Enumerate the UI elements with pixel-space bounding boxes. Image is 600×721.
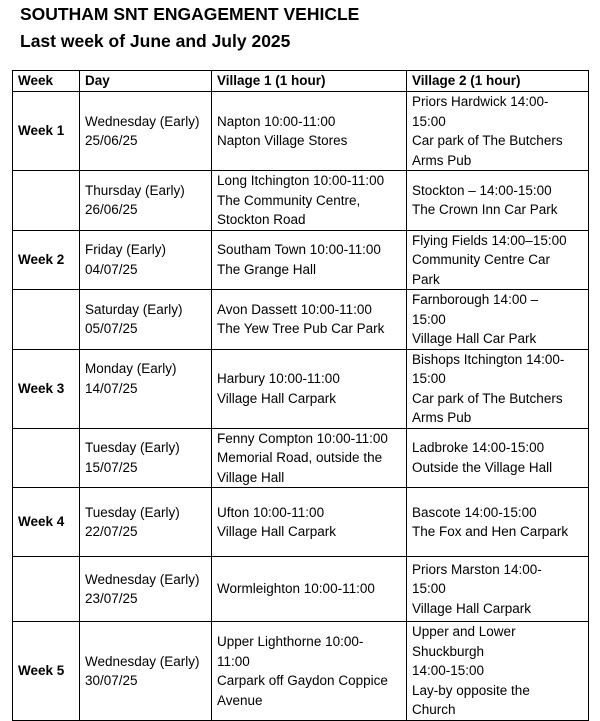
week-cell: Week 2 [13,230,80,290]
village-2-cell: Bascote 14:00-15:00 The Fox and Hen Carpark [407,488,589,557]
header-village-1: Village 1 (1 hour) [212,71,407,92]
village-1-cell: Southam Town 10:00-11:00 The Grange Hall [212,230,407,290]
day-cell: Wednesday (Early) 23/07/25 [80,557,212,622]
table-row [13,290,589,350]
day-cell: Friday (Early) 04/07/25 [80,230,212,290]
village-1-cell: Avon Dassett 10:00-11:00 The Yew Tree Pub Car Park [212,290,407,350]
document-subtitle: Last week of June and July 2025 [20,31,291,51]
header-week: Week [13,71,80,92]
schedule-table [12,70,589,721]
day-cell: Thursday (Early) 26/06/25 [80,171,212,231]
table-row [13,428,589,488]
table-header-row [13,71,589,92]
village-1-cell: Upper Lighthorne 10:00- 11:00 Carpark off Gaydon Coppice Avenue [212,622,407,721]
week-cell: Week 5 [13,622,80,721]
day-cell: Wednesday (Early) 30/07/25 [80,622,212,721]
village-1-cell: Ufton 10:00-11:00 Village Hall Carpark [212,488,407,557]
day-cell: Monday (Early) 14/07/25 [80,349,212,428]
village-1-cell: Wormleighton 10:00-11:00 [212,557,407,622]
village-1-cell: Fenny Compton 10:00-11:00 Memorial Road, outside the Village Hall [212,428,407,488]
week-cell: Week 4 [13,488,80,557]
document-title: SOUTHAM SNT ENGAGEMENT VEHICLE [20,4,360,24]
day-cell: Tuesday (Early) 22/07/25 [80,488,212,557]
week-cell: Week 1 [13,92,80,171]
week-cell [13,428,80,488]
day-cell: Wednesday (Early) 25/06/25 [80,92,212,171]
table-row [13,171,589,231]
week-cell [13,171,80,231]
table-row [13,557,589,622]
village-2-cell: Flying Fields 14:00–15:00 Community Centre Car Park [407,230,589,290]
village-2-cell: Stockton – 14:00-15:00 The Crown Inn Car Park [407,171,589,231]
table-row [13,349,589,428]
village-2-cell: Bishops Itchington 14:00- 15:00 Car park of The Butchers Arms Pub [407,349,589,428]
header-day: Day [80,71,212,92]
village-1-cell: Harbury 10:00-11:00 Village Hall Carpark [212,349,407,428]
table-row [13,622,589,721]
table-row [13,230,589,290]
village-2-cell: Priors Marston 14:00- 15:00 Village Hall Carpark [407,557,589,622]
day-cell: Saturday (Early) 05/07/25 [80,290,212,350]
week-cell [13,557,80,622]
village-2-cell: Priors Hardwick 14:00- 15:00 Car park of The Butchers Arms Pub [407,92,589,171]
week-cell [13,290,80,350]
village-2-cell: Upper and Lower Shuckburgh 14:00-15:00 Lay-by opposite the Church [407,622,589,721]
header-village-2: Village 2 (1 hour) [407,71,589,92]
village-1-cell: Long Itchington 10:00-11:00 The Community Centre, Stockton Road [212,171,407,231]
table-row [13,92,589,171]
table-row [13,488,589,557]
week-cell: Week 3 [13,349,80,428]
village-1-cell: Napton 10:00-11:00 Napton Village Stores [212,92,407,171]
village-2-cell: Farnborough 14:00 – 15:00 Village Hall Car Park [407,290,589,350]
day-cell: Tuesday (Early) 15/07/25 [80,428,212,488]
village-2-cell: Ladbroke 14:00-15:00 Outside the Village Hall [407,428,589,488]
